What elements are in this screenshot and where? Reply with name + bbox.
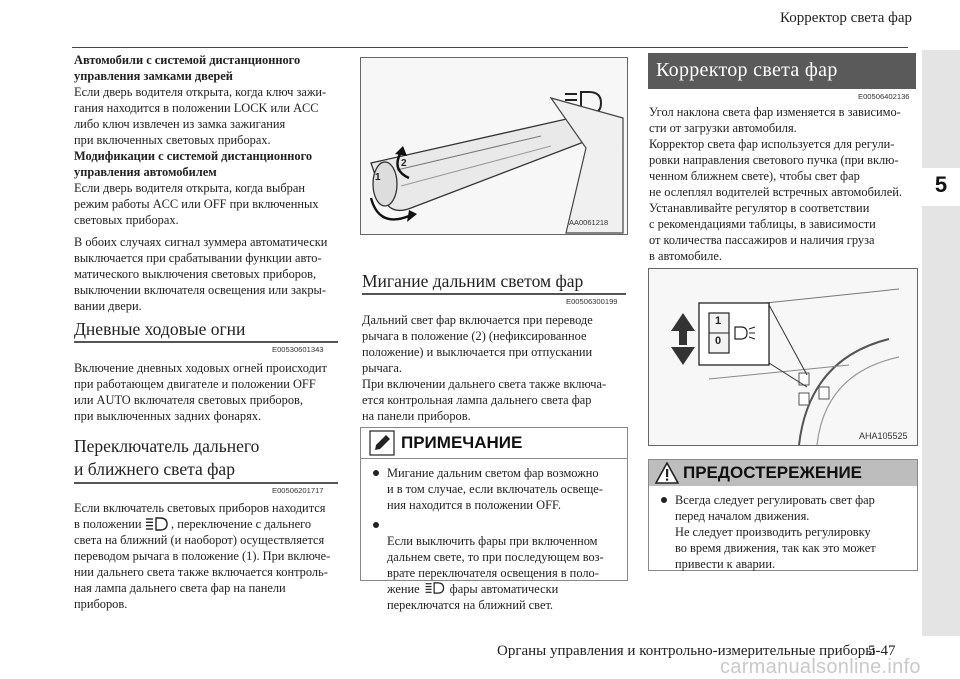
dial-position-0: 0 xyxy=(715,335,722,347)
steering-lever-illustration xyxy=(361,58,627,234)
lever-position-2-label: 2 xyxy=(401,158,407,169)
caution-box xyxy=(648,459,918,571)
remote-control-text: Если дверь водителя открыта, когда выбран режим работы ACC или OFF при включенных световых приборах. xyxy=(74,181,319,227)
beam-switch-text-2: света на ближний (и наоборот) осуществляется переводом рычага в положение (1). При включе- нии дальнего света также включается контроль- ная лампа дальнего света фар на панели приборов. xyxy=(74,533,331,611)
note-header xyxy=(361,428,627,459)
note-item xyxy=(373,517,619,613)
section-banner-title: Корректор света фар xyxy=(656,59,838,81)
caution-item xyxy=(661,492,909,572)
remote-control-title: Модификации с системой дистанционного управления автомобилем xyxy=(74,149,313,179)
bullet-icon xyxy=(661,497,667,503)
caution-header xyxy=(649,460,917,486)
dial-position-1: 1 xyxy=(715,315,722,327)
beam-switch-code: E00506201717 xyxy=(272,486,324,495)
watermark: carmanualsonline.info xyxy=(720,656,921,678)
drl-text: Включение дневных ходовых огней происходит при работающем двигателе и положении OFF или AUTO включателя световых приборов, при выключенных задних фонарях. xyxy=(74,361,327,423)
beam-switch-text-1b: , переключение с дальнего xyxy=(171,517,312,531)
bullet-icon xyxy=(373,522,379,528)
high-beam-icon xyxy=(145,517,169,531)
chapter-side-strip xyxy=(922,50,960,636)
high-beam-icon xyxy=(424,582,446,594)
beam-switch-heading-rule xyxy=(74,482,338,484)
dashboard-illustration xyxy=(649,269,917,445)
flash-heading-rule xyxy=(362,293,626,295)
page-number: 5-47 xyxy=(868,643,896,659)
note-item-text: Мигание дальним светом фар возможно и в том случае, если включатель освеще- ния находится в положении OFF. xyxy=(387,466,603,512)
bullet-icon xyxy=(373,470,379,476)
section-banner xyxy=(648,53,916,89)
drl-heading: Дневные ходовые огни xyxy=(74,319,246,339)
note-title: ПРИМЕЧАНИЕ xyxy=(401,433,523,452)
caution-item-text: Всегда следует регулировать свет фар перед началом движения. Не следует производить регулировку во время движения, так как это может привести к аварии. xyxy=(675,493,876,571)
figure-2-code: AHA105525 xyxy=(859,431,908,441)
flash-text: Дальний свет фар включается при переводе рычага в положение (2) (нефиксированное положение) и выключается при отпускании рычага. При включении дальнего света также включа- ется контрольная лампа дальнего света фар на панели приборов. xyxy=(362,313,607,423)
note-item-text: Если выключить фары при включенном дальнем свете, то при последующем воз- врате переключателя освещения в поло- жение xyxy=(387,534,604,596)
footer-section-title: Органы управления и контрольно-измерительные приборы xyxy=(497,643,876,659)
warning-triangle-icon xyxy=(655,462,679,484)
caution-title: ПРЕДОСТЕРЕЖЕНИЕ xyxy=(683,463,863,482)
flash-heading: Мигание дальним светом фар xyxy=(362,271,584,291)
drl-heading-rule xyxy=(74,341,338,343)
beam-lever-figure xyxy=(360,57,628,235)
pencil-note-icon xyxy=(369,430,395,456)
note-item xyxy=(373,465,619,513)
buzzer-text: В обоих случаях сигнал зуммера автоматически выключается при срабатывании функции авто- матического выключения световых приборов, выключении включателя освещения или закры- вании двери. xyxy=(74,235,328,313)
remote-lock-title: Автомобили с системой дистанционного управления замками дверей xyxy=(74,53,301,83)
flash-code: E00506300199 xyxy=(566,297,618,306)
remote-lock-text: Если дверь водителя открыта, когда ключ зажи- гания находится в положении LOCK или ACC либо ключ извлечен из замка зажигания при включенных световых приборах. xyxy=(74,85,327,147)
header-rule xyxy=(72,47,908,48)
leveling-code: E00506402136 xyxy=(858,92,910,101)
chapter-tab-number: 5 xyxy=(934,172,948,197)
lever-position-1-label: 1 xyxy=(375,172,381,183)
beam-switch-text-1: Если включатель световых приборов находится в положении xyxy=(74,501,326,531)
beam-switch-heading: Переключатель дальнего и ближнего света фар xyxy=(74,436,260,479)
note-box xyxy=(360,427,628,612)
figure-1-code: AA0061218 xyxy=(569,218,609,227)
running-title: Корректор света фар xyxy=(780,10,912,26)
leveling-dial-figure xyxy=(648,268,918,446)
note-item-text-cont: фары автоматически переключатся на ближний свет. xyxy=(387,582,559,612)
drl-code: E00530601343 xyxy=(272,345,324,354)
leveling-text: Угол наклона света фар изменяется в зависимо- сти от загрузки автомобиля. Корректор света фар используется для регули- ровки направления светового пучка (при вклю- ченном ближнем свете), чтобы свет фар не ослеплял водителей встречных автомобилей. Устанавливайте регулятор в соответствии с рекомендациями таблицы, в зависимости от количества пассажиров и наличия груза в автомобиле. xyxy=(649,105,902,263)
